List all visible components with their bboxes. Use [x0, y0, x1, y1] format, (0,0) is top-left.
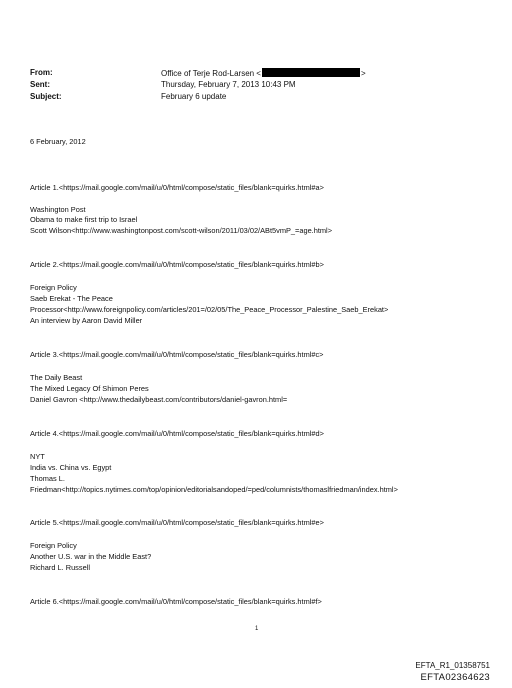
sent-value: Thursday, February 7, 2013 10:43 PM	[161, 80, 296, 89]
body-line: Another U.S. war in the Middle East?	[30, 552, 152, 561]
body-line: Article 1.<https://mail.google.com/mail/u/0/html/compose/static_files/blank=quirks.html#a>	[30, 183, 324, 192]
sent-label: Sent:	[30, 80, 50, 89]
body-line: Obama to make first trip to Israel	[30, 215, 138, 224]
body-line: Foreign Policy	[30, 541, 77, 550]
body-line: Daniel Gavron <http://www.thedailybeast.com/contributors/daniel-gavron.html=	[30, 395, 288, 404]
body-line: Processor<http://www.foreignpolicy.com/articles/201=/02/05/The_Peace_Processor_Palestine_Saeb_Erekat>	[30, 305, 389, 314]
body-line: Article 6.<https://mail.google.com/mail/u/0/html/compose/static_files/blank=quirks.html#f>	[30, 597, 322, 606]
from-label: From:	[30, 68, 53, 77]
bates-stamp-2: EFTA02364623	[420, 672, 490, 683]
body-line: Washington Post	[30, 205, 86, 214]
body-line: Article 4.<https://mail.google.com/mail/u/0/html/compose/static_files/blank=quirks.html#d>	[30, 429, 324, 438]
bates-stamp-1: EFTA_R1_01358751	[415, 661, 490, 670]
body-date: 6 February, 2012	[30, 137, 86, 146]
body-line: Foreign Policy	[30, 283, 77, 292]
body-line: Article 5.<https://mail.google.com/mail/u/0/html/compose/static_files/blank=quirks.html#e>	[30, 518, 324, 527]
body-line: The Daily Beast	[30, 373, 83, 382]
body-line: Saeb Erekat - The Peace	[30, 294, 113, 303]
body-line: NYT	[30, 452, 45, 461]
body-line: Article 3.<https://mail.google.com/mail/u/0/html/compose/static_files/blank=quirks.html#c>	[30, 350, 324, 359]
body-line: Friedman<http://topics.nytimes.com/top/opinion/editorialsandoped/=ped/columnists/thomaslfriedman/index.html>	[30, 485, 398, 494]
body-line: Article 2.<https://mail.google.com/mail/u/0/html/compose/static_files/blank=quirks.html#b>	[30, 260, 324, 269]
redaction-box	[262, 68, 360, 77]
page-number: 1	[255, 626, 259, 632]
body-line: The Mixed Legacy Of Shimon Peres	[30, 384, 149, 393]
body-line: Thomas L.	[30, 474, 65, 483]
body-line: India vs. China vs. Egypt	[30, 463, 112, 472]
body-line: Richard L. Russell	[30, 563, 90, 572]
body-line: An interview by Aaron David Miller	[30, 316, 143, 325]
from-value-suffix: >	[360, 69, 366, 78]
from-value	[161, 68, 366, 78]
subject-value: February 6 update	[161, 92, 227, 101]
subject-label: Subject:	[30, 92, 62, 101]
body-line: Scott Wilson<http://www.washingtonpost.com/scott-wilson/2011/03/02/ABt5vmP_=age.html>	[30, 226, 333, 235]
from-value-prefix: Office of Terje Rod-Larsen <	[161, 69, 261, 78]
